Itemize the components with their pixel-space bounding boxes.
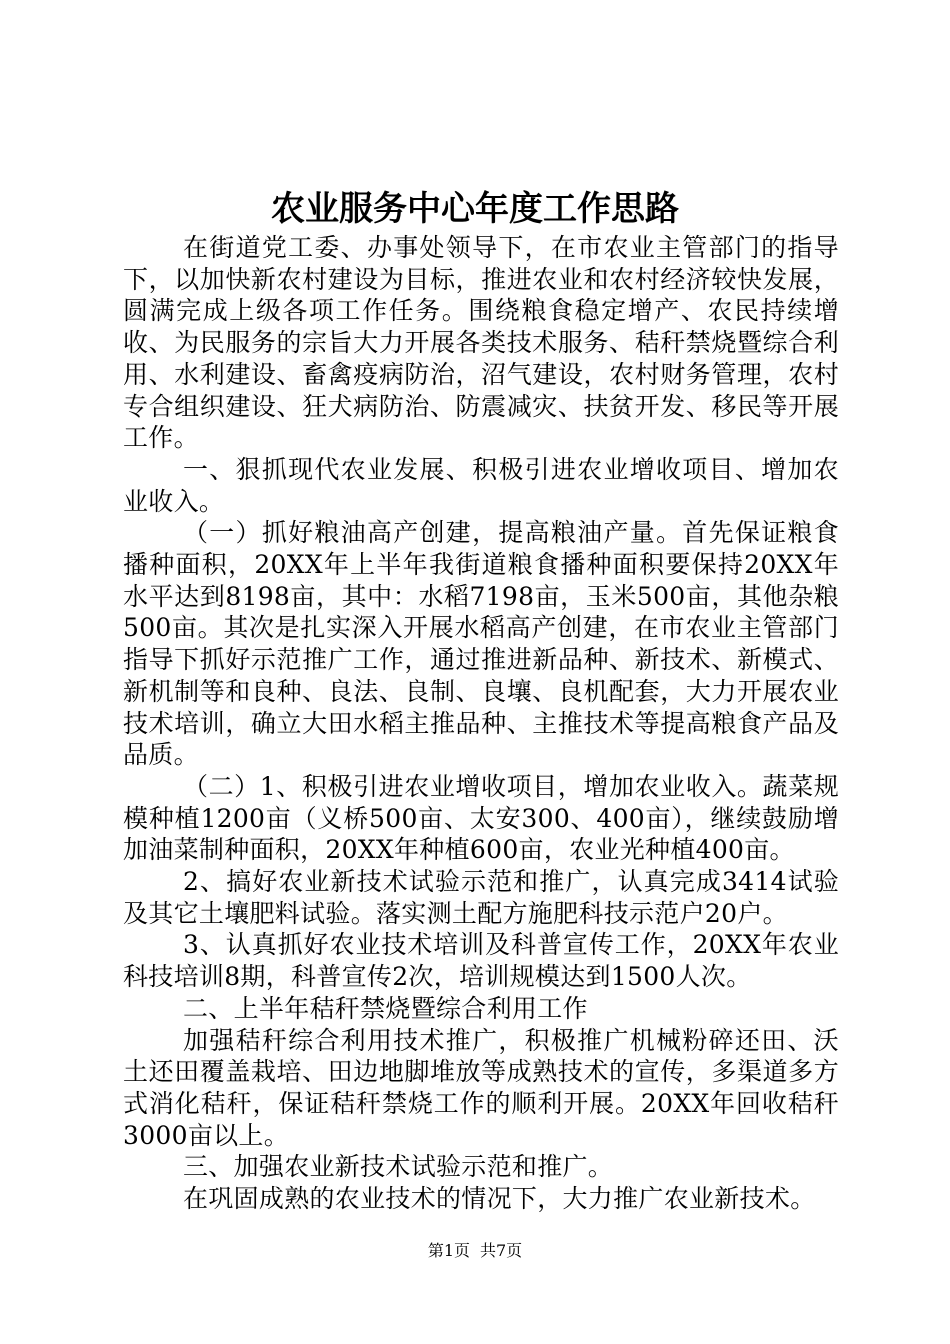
page-footer <box>0 1240 950 1262</box>
page-total: 共7页 <box>480 1241 523 1260</box>
page-number: 第1页 <box>427 1241 470 1260</box>
paragraph-income-projects: （二）1、积极引进农业增收项目，增加农业收入。蔬菜规模种植1200亩（义桥500亩、太安300、400亩），继续鼓励增加油菜制种面积，20XX年种植600亩，农业光种植400亩。 <box>123 771 839 865</box>
paragraph-grain-oil: （一）抓好粮油高产创建，提高粮油产量。首先保证粮食播种面积，20XX年上半年我街道粮食播种面积要保持20XX年水平达到8198亩，其中：水稻7198亩，玉米500亩，其他杂粮500亩。其次是扎实深入开展水稻高产创建，在市农业主管部门指导下抓好示范推广工作，通过推进新品种、新技术、新模式、新机制等和良种、良法、良制、良壤、良机配套，大力开展农业技术培训，确立大田水稻主推品种、主推技术等提高粮食产品及品质。 <box>123 518 839 770</box>
document-body <box>123 232 839 1215</box>
paragraph-straw-use: 加强秸秆综合利用技术推广，积极推广机械粉碎还田、沃土还田覆盖栽培、田边地脚堆放等成熟技术的宣传，多渠道多方式消化秸秆，保证秸秆禁烧工作的顺利开展。20XX年回收秸秆3000亩以上。 <box>123 1025 839 1150</box>
section-heading-2: 二、上半年秸秆禁烧暨综合利用工作 <box>183 993 588 1023</box>
document-title: 农业服务中心年度工作思路 <box>271 189 679 229</box>
paragraph-new-tech: 在巩固成熟的农业技术的情况下，大力推广农业新技术。 <box>183 1184 816 1214</box>
paragraph-tech-trials: 2、搞好农业新技术试验示范和推广，认真完成3414试验及其它土壤肥料试验。落实测土配方施肥科技示范户20户。 <box>123 867 839 928</box>
section-heading-1: 一、狠抓现代农业发展、积极引进农业增收项目、增加农业收入。 <box>123 454 839 516</box>
paragraph-intro: 在街道党工委、办事处领导下，在市农业主管部门的指导下，以加快新农村建设为目标，推进农业和农村经济较快发展，圆满完成上级各项工作任务。围绕粮食稳定增产、农民持续增收、为民服务的宗旨大力开展各类技术服务、秸秆禁烧暨综合利用、水利建设、畜禽疫病防治，沼气建设，农村财务管理，农村专合组织建设、狂犬病防治、防震减灾、扶贫开发、移民等开展工作。 <box>123 233 839 453</box>
section-heading-3: 三、加强农业新技术试验示范和推广。 <box>183 1152 614 1182</box>
paragraph-training: 3、认真抓好农业技术培训及科普宣传工作，20XX年农业科技培训8期，科普宣传2次，培训规模达到1500人次。 <box>123 930 839 992</box>
